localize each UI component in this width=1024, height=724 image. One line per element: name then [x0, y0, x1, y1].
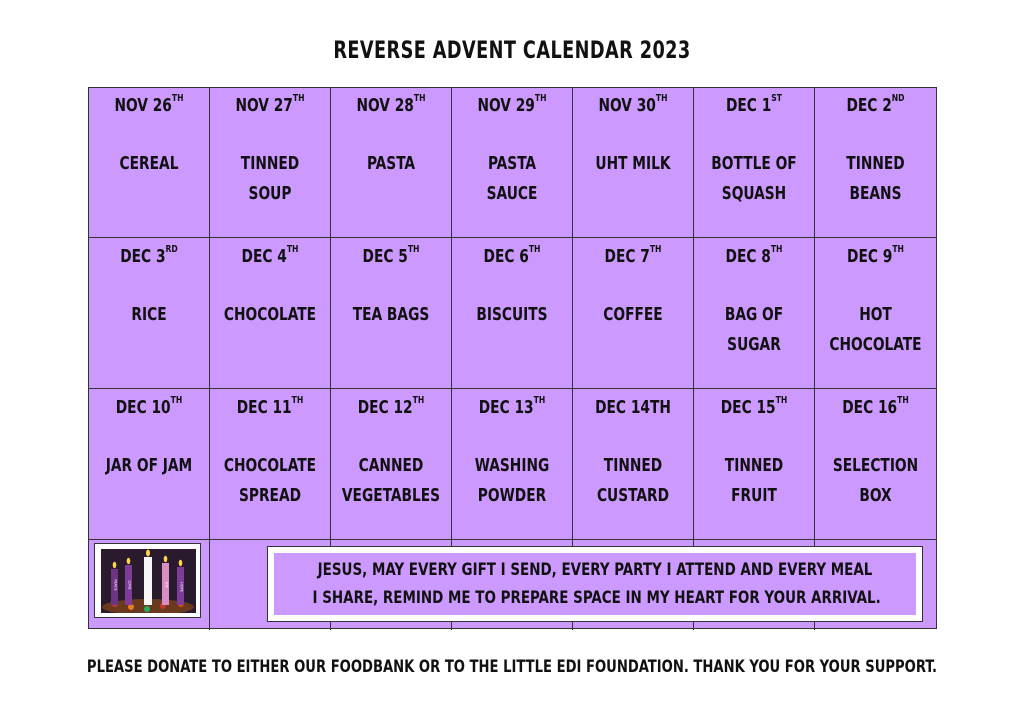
day-date	[703, 397, 805, 418]
day-item: TINNED CUSTARD	[596, 455, 670, 506]
day-date-text: DEC 4	[241, 246, 287, 267]
day-date	[98, 95, 200, 116]
candle-word: LOVE	[127, 580, 132, 590]
day-date-text: NOV 29	[477, 95, 535, 116]
day-item: CHOCOLATE SPREAD	[223, 455, 317, 506]
day-date	[340, 95, 442, 116]
day-item: CEREAL	[119, 153, 179, 174]
day-date	[703, 95, 805, 116]
day-date	[824, 397, 927, 418]
day-date-text: DEC 7	[604, 246, 650, 267]
day-cell	[815, 87, 936, 238]
day-date-suffix: TH	[897, 395, 909, 406]
day-item: BOTTLE OF SQUASH	[711, 153, 797, 204]
day-item: JAR OF JAM	[105, 455, 193, 476]
day-cell	[89, 389, 210, 540]
day-cell	[331, 238, 452, 389]
day-item: CANNED VEGETABLES	[341, 455, 441, 506]
candle-word: PEACE	[113, 579, 118, 591]
day-date-suffix: TH	[533, 395, 546, 406]
day-cell	[573, 389, 694, 540]
day-cell	[815, 389, 936, 540]
day-date-suffix: TH	[171, 93, 184, 104]
day-date-text: NOV 30	[598, 95, 656, 116]
day-item: TINNED BEANS	[846, 153, 905, 204]
day-item: CHOCOLATE	[223, 304, 317, 325]
day-date	[340, 246, 442, 267]
day-cell	[331, 389, 452, 540]
day-date	[582, 95, 684, 116]
day-item: TEA BAGS	[352, 304, 430, 325]
calendar-grid	[88, 87, 937, 629]
advent-candles-icon	[101, 549, 196, 613]
day-date	[98, 246, 200, 267]
day-date-suffix: RD	[165, 244, 178, 255]
day-date	[461, 397, 563, 418]
day-item: BAG OF SUGAR	[724, 304, 784, 355]
day-date-text: DEC 8	[725, 246, 771, 267]
day-date-suffix: TH	[412, 395, 425, 406]
prayer-line-1: JESUS, MAY EVERY GIFT I SEND, EVERY PARTY I ATTEND AND EVERY MEAL	[317, 560, 873, 580]
day-date-text: NOV 27	[235, 95, 293, 116]
day-cell	[210, 87, 331, 238]
candle-word: HOPE	[179, 582, 184, 592]
day-date-suffix: ST	[771, 93, 783, 104]
day-item: WASHING POWDER	[474, 455, 550, 506]
day-date-text: NOV 26	[114, 95, 172, 116]
day-date-text: DEC 1	[725, 95, 772, 116]
day-date-text: DEC 5	[362, 246, 408, 267]
day-cell	[452, 389, 573, 540]
day-date	[340, 397, 442, 418]
day-date-suffix: ND	[891, 93, 905, 104]
day-date-suffix: TH	[655, 93, 668, 104]
day-date	[824, 95, 927, 116]
day-date	[219, 95, 321, 116]
day-item: RICE	[131, 304, 167, 325]
advent-candles-image	[94, 543, 201, 618]
day-date-suffix: TH	[291, 395, 304, 406]
day-date-suffix: TH	[286, 244, 299, 255]
day-date-suffix: TH	[770, 244, 783, 255]
day-date-text: DEC 15	[720, 397, 776, 418]
day-cell	[210, 389, 331, 540]
day-cell	[89, 238, 210, 389]
day-item: TINNED FRUIT	[724, 455, 784, 506]
day-date-text: DEC 14TH	[595, 397, 671, 418]
day-cell	[573, 87, 694, 238]
day-item: HOT CHOCOLATE	[829, 304, 922, 355]
day-date-text: DEC 2	[846, 95, 892, 116]
day-item: PASTA SAUCE	[486, 153, 538, 204]
day-date	[582, 246, 684, 267]
day-date	[582, 397, 684, 418]
donation-footer: PLEASE DONATE TO EITHER OUR FOODBANK OR TO THE LITTLE EDI FOUNDATION. THANK YOU FOR YOUR SUPPORT.	[86, 657, 938, 677]
day-date	[219, 397, 321, 418]
day-date-suffix: TH	[528, 244, 541, 255]
day-cell	[694, 87, 815, 238]
day-date-text: DEC 12	[357, 397, 413, 418]
day-date-text: DEC 10	[115, 397, 171, 418]
prayer-inner	[274, 553, 916, 615]
day-date-suffix: TH	[170, 395, 183, 406]
day-item: UHT MILK	[595, 153, 671, 174]
day-item: BISCUITS	[476, 304, 548, 325]
day-cell	[694, 389, 815, 540]
day-date	[98, 397, 200, 418]
day-date-text: DEC 3	[120, 246, 166, 267]
day-item: PASTA	[366, 153, 416, 174]
day-item: COFFEE	[603, 304, 663, 325]
day-date-suffix: TH	[534, 93, 547, 104]
day-cell	[815, 238, 936, 389]
day-date-text: DEC 6	[483, 246, 529, 267]
day-date-text: NOV 28	[356, 95, 414, 116]
day-date-suffix: TH	[892, 244, 904, 255]
day-date-suffix: TH	[292, 93, 305, 104]
day-cell	[89, 87, 210, 238]
day-date-text: DEC 11	[236, 397, 292, 418]
day-date	[219, 246, 321, 267]
day-date-text: DEC 9	[847, 246, 893, 267]
day-date-suffix: TH	[775, 395, 788, 406]
day-date-suffix: TH	[413, 93, 426, 104]
day-item: TINNED SOUP	[240, 153, 300, 204]
day-cell	[694, 238, 815, 389]
page-title: REVERSE ADVENT CALENDAR 2023	[333, 36, 691, 64]
day-item: SELECTION BOX	[832, 455, 919, 506]
day-cell	[452, 238, 573, 389]
day-cell	[331, 87, 452, 238]
day-date-suffix: TH	[649, 244, 662, 255]
bottom-row	[89, 540, 938, 630]
day-date-text: DEC 13	[478, 397, 534, 418]
prayer-line-2: I SHARE, REMIND ME TO PREPARE SPACE IN MY HEART FOR YOUR ARRIVAL.	[312, 588, 881, 608]
day-date	[824, 246, 927, 267]
prayer-box	[267, 546, 923, 622]
candle-word: JOY	[164, 582, 169, 588]
day-date	[461, 246, 563, 267]
day-date-suffix: TH	[407, 244, 420, 255]
day-cell	[573, 238, 694, 389]
day-date	[461, 95, 563, 116]
day-date-text: DEC 16	[842, 397, 898, 418]
day-cell	[452, 87, 573, 238]
day-date	[703, 246, 805, 267]
day-cell	[210, 238, 331, 389]
